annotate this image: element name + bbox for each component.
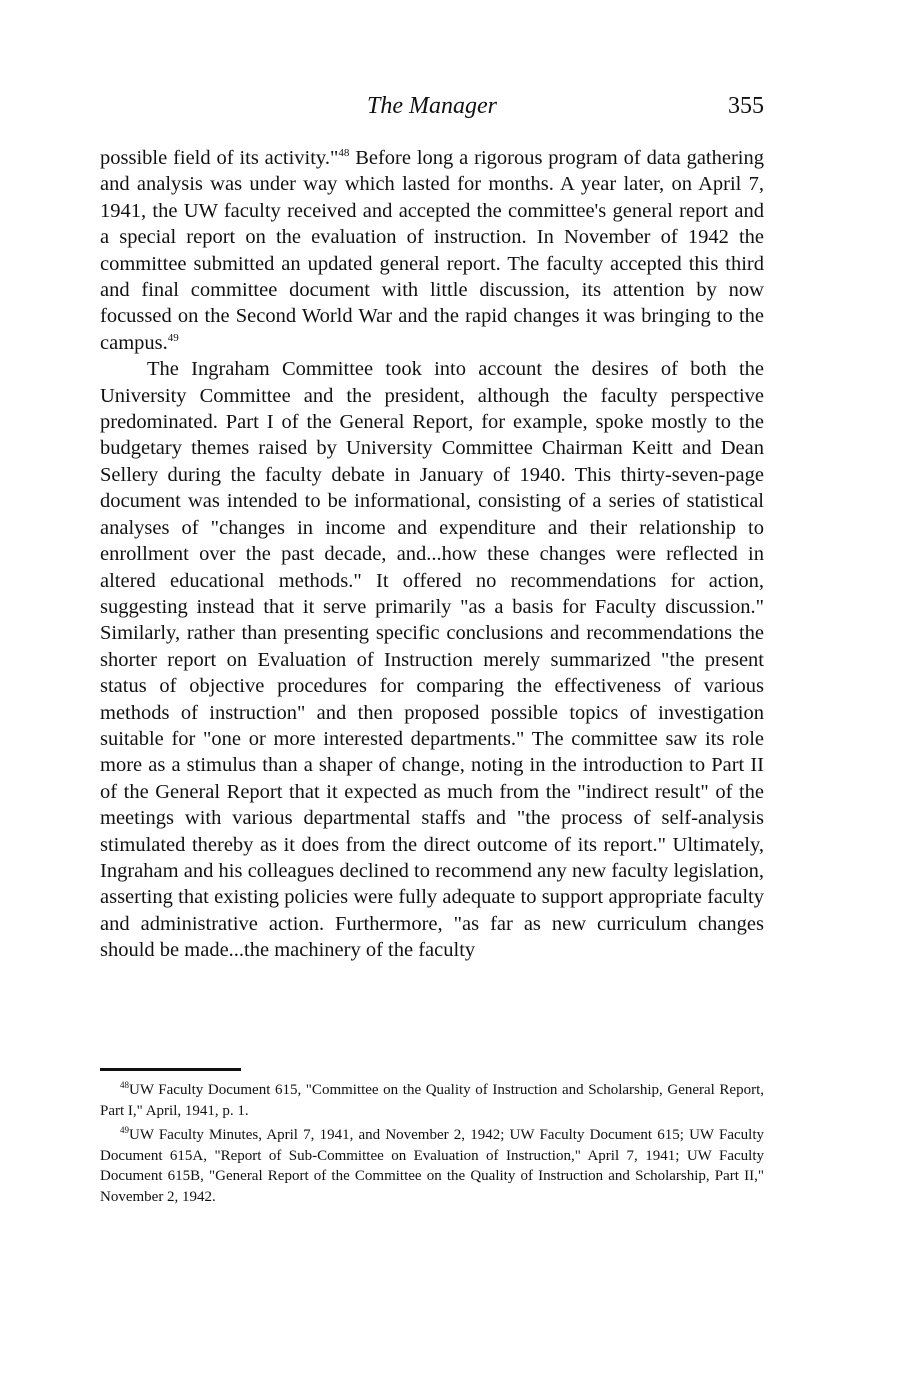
paragraph-continuation [100, 145, 764, 356]
paragraph-text: Before long a rigorous program of data gathering and analysis was under way which lasted for months. A year later, on April 7, 1941, the UW faculty received and accepted the committee's general report and a special report on the evaluation of instruction. In November of 1942 the committee submitted an updated general report. The faculty accepted this third and final committee document with little discussion, its attention by now focussed on the Second World War and the rapid changes it was bringing to the campus. [100, 147, 764, 354]
footnote-reference-49: 49 [167, 331, 179, 344]
footnote-divider [100, 1068, 241, 1071]
footnote-49 [100, 1125, 764, 1207]
footnote-marker: 48 [120, 1080, 129, 1090]
running-head [100, 88, 764, 124]
footnote-text: UW Faculty Document 615, "Committee on the Quality of Instruction and Scholarship, General Report, Part I," April, 1941, p. 1. [100, 1082, 764, 1119]
running-title: The Manager [367, 93, 497, 119]
paragraph-text: possible field of its activity." [100, 147, 339, 169]
page-number: 355 [728, 93, 764, 119]
paragraph-ingraham-committee: The Ingraham Committee took into account the desires of both the University Committee and the president, although the faculty perspective predominated. Part I of the General Report, for example, spoke mostly to the budgetary themes raised by University Committee Chairman Keitt and Dean Sellery during the faculty debate in January of 1940. This thirty-seven-page document was intended to be informational, consisting of a series of statistical analyses of "changes in income and expenditure and their relationship to enrollment over the past decade, and...how these changes were reflected in altered educational methods." It offered no recommendations for action, suggesting instead that it serve primarily "as a basis for Faculty discussion." Similarly, rather than presenting specific conclusions and recommendations the shorter report on Evaluation of Instruction merely summarized "the present status of objective procedures for comparing the effectiveness of various methods of instruction" and then proposed possible topics of investigation suitable for "one or more interested departments." The committee saw its role more as a stimulus than a shaper of change, noting in the introduction to Part II of the General Report that it expected as much from the "indirect result" of the meetings with various departmental staffs and "the process of self-analysis stimulated thereby as it does from the direct outcome of its report." Ultimately, Ingraham and his colleagues declined to recommend any new faculty legislation, asserting that existing policies were fully adequate to support appropriate faculty and administrative action. Furthermore, "as far as new curriculum changes should be made...the machinery of the faculty [100, 358, 764, 962]
footnote-reference-48: 48 [338, 147, 350, 159]
footnote-marker: 49 [120, 1125, 129, 1135]
footnote-48 [100, 1080, 764, 1121]
footnotes [100, 1080, 764, 1211]
footnote-text: UW Faculty Minutes, April 7, 1941, and November 2, 1942; UW Faculty Document 615; UW Faculty Document 615A, "Report of Sub-Committee on Evaluation of Instruction," April 7, 1941; UW Faculty Document 615B, "General Report of the Committee on the Quality of Instruction and Scholarship, Part II," November 2, 1942. [100, 1127, 764, 1205]
body-text [100, 145, 764, 964]
